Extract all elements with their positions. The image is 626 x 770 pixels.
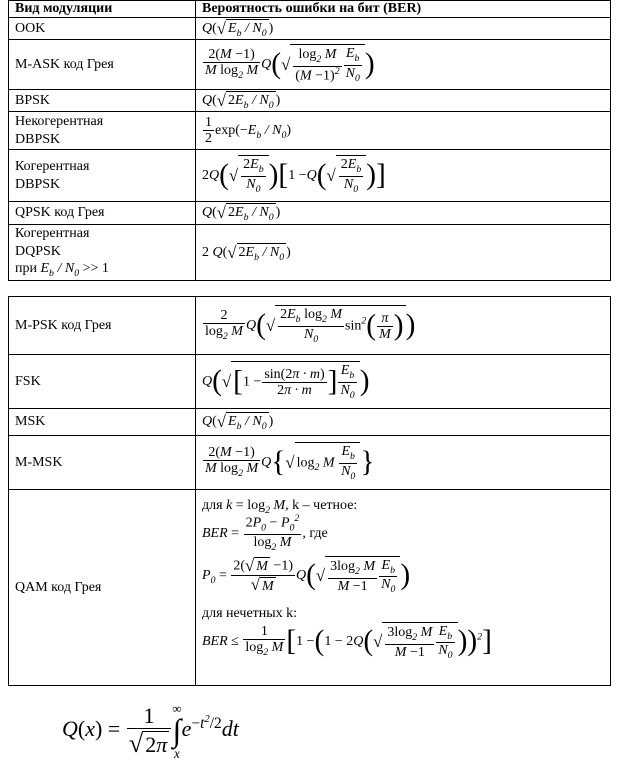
row-name-fsk: FSK	[9, 355, 196, 409]
row-name-c-dbpsk: Когерентная DBPSK	[9, 150, 196, 202]
table-row	[9, 40, 611, 90]
row-name-bpsk: BPSK	[9, 90, 196, 112]
header-modulation-type: Вид модуляции	[9, 1, 196, 18]
qam-line-odd: для нечетных k:	[202, 605, 298, 621]
formula-mask: $\frac{2(M -1)}{M \log_2 M}$ Q(√ $\frac{\log_2 M}{(M -1)^2}$ $\frac{E_b}{N_0}$ )	[196, 40, 611, 90]
table-row	[9, 18, 611, 40]
table-row	[9, 202, 611, 225]
row-name-ook: OOK	[9, 18, 196, 40]
table-row	[9, 90, 611, 112]
formula-mmsk: $\frac{2(M -1)}{M \log_2 M}$ Q{√ $\log_2 M$ $\frac{E_b}{N_0}$ }	[196, 436, 611, 490]
header-ber: Вероятность ошибки на бит (BER)	[196, 1, 611, 18]
qam-line-even: для $k = \log_2 M$, k – четное:	[202, 497, 358, 516]
formula-msk: Q(√ $E_b / N_0$ )	[196, 409, 611, 436]
row-name-qam: QAM код Грея	[9, 490, 196, 686]
formula-mpsk: $\frac{2}{\log_2 M}$ Q(√ $\frac{2E_b \log_2 M}{N_0}$ $\sin^2$( $\frac{\pi}{M}$ ))	[196, 297, 611, 355]
row-name-c-dqpsk: Когерентная DQPSK при $E_b / N_0 >> 1$	[9, 225, 196, 281]
row-name-msk: MSK	[9, 409, 196, 436]
row-name-mpsk: M-PSK код Грея	[9, 297, 196, 355]
qam-ber-odd: BER ≤ $\frac{1}{\log_2 M}$ [1 −(1 − 2Q(√ $\frac{3\log_2 M}{M -1}$ $\frac{E_b}{N_0}$ ))$^2$]	[202, 623, 492, 661]
table-row	[9, 409, 611, 436]
table-row	[9, 490, 611, 686]
qam-ber-even: BER = $\frac{2P_0 - P_0^2}{\log_2 M}$ , где	[202, 512, 328, 553]
formula-nc-dbpsk: $\frac{1}{2}$ $\exp(-E_b / N_0)$	[196, 112, 611, 150]
row-name-qpsk: QPSK код Грея	[9, 202, 196, 225]
formula-c-dbpsk: 2Q(√ $\frac{2E_b}{N_0}$ )[1 −Q(√ $\frac{2E_b}{N_0}$ )]	[196, 150, 611, 202]
table-row	[9, 297, 611, 355]
formula-fsk: Q(√[1 − $\frac{\sin(2\pi \cdot m)}{2\pi \cdot m}$ ] $\frac{E_b}{N_0}$ )	[196, 355, 611, 409]
table-row	[9, 355, 611, 409]
table-row	[9, 112, 611, 150]
table-row	[9, 436, 611, 490]
qam-p0: $P_0$ = $\frac{2(√ M -1)}{√ M}$ Q(√ $\frac{3\log_2 M}{M -1}$ $\frac{E_b}{N_0}$ )	[202, 555, 411, 595]
formula-ook: Q(√ $E_b / N_0$ )	[196, 18, 611, 40]
formula-qam	[196, 490, 611, 686]
row-name-nc-dbpsk: Некогерентная DBPSK	[9, 112, 196, 150]
q-function-definition: Q(x) = $\frac{1}{√2\pi}$ ∞ ∫ x $e^{-t^2/2}dt$	[62, 701, 239, 761]
row-name-mask: M-ASK код Грея	[9, 40, 196, 90]
modulation-table-2	[8, 296, 611, 686]
formula-qpsk: Q(√ $2E_b / N_0$ )	[196, 202, 611, 225]
formula-bpsk: Q(√ $2E_b / N_0$ )	[196, 90, 611, 112]
modulation-table-1	[8, 0, 611, 281]
formula-c-dqpsk: 2 Q(√ $2E_b / N_0$ )	[196, 225, 611, 281]
table-row	[9, 225, 611, 281]
table-row	[9, 150, 611, 202]
row-name-mmsk: M-MSK	[9, 436, 196, 490]
